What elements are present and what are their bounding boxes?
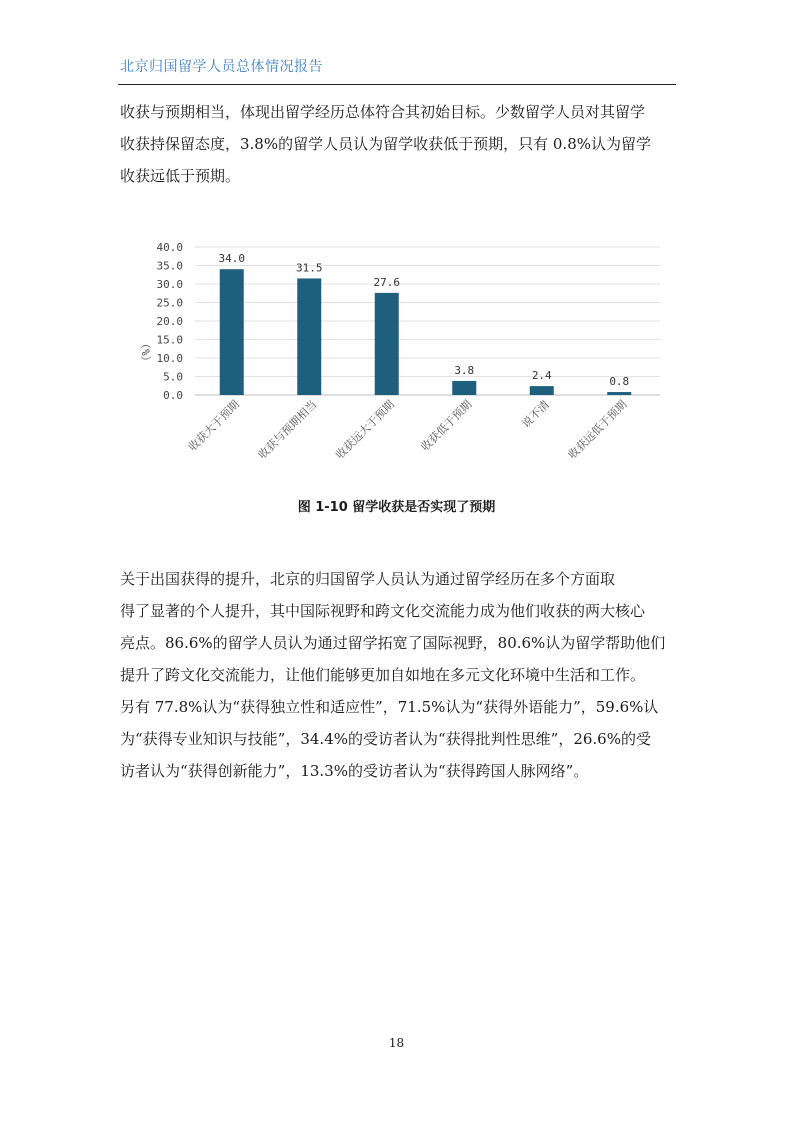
y-tick-label: 30.0 <box>156 278 183 291</box>
category-label: 收获与预期相当 <box>255 397 320 462</box>
y-tick-label: 25.0 <box>156 296 183 310</box>
y-tick-label: 5.0 <box>163 370 183 384</box>
chart-data-labels <box>219 252 630 388</box>
y-tick-label: 15.0 <box>156 333 183 347</box>
data-label: 27.6 <box>373 275 400 289</box>
y-tick-label: 10.0 <box>156 352 183 365</box>
paragraph-line: 亮点。86.6%的留学人员认为通过留学拓宽了国际视野，80.6%认为留学帮助他们 <box>120 634 666 652</box>
bar <box>530 386 554 395</box>
data-label: 31.5 <box>296 261 323 275</box>
bar-chart <box>120 230 680 490</box>
paragraph-line: 收获持保留态度，3.8%的留学人员认为留学收获低于预期，只有 0.8%认为留学 <box>120 135 651 153</box>
y-tick-label: 20.0 <box>156 315 183 328</box>
data-label: 2.4 <box>531 369 552 383</box>
paragraph-line: 访者认为“获得创新能力”，13.3%的受访者认为“获得跨国人脉网络”。 <box>120 762 589 780</box>
paragraph-line: 另有 77.8%认为“获得独立性和适应性”，71.5%认为“获得外语能力”，59.6%认 <box>120 698 659 716</box>
paragraph-line: 得了显著的个人提升，其中国际视野和跨文化交流能力成为他们收获的两大核心 <box>120 602 646 620</box>
paragraph-line: 收获与预期相当，体现出留学经历总体符合其初始目标。少数留学人员对其留学 <box>120 103 646 121</box>
chart-gridlines <box>195 247 660 395</box>
data-label: 3.8 <box>454 363 475 377</box>
category-label: 收获远低于预期 <box>565 397 630 462</box>
page-number: 18 <box>388 1036 405 1050</box>
data-label: 34.0 <box>218 252 245 266</box>
paragraph-line: 收获远低于预期。 <box>120 167 241 185</box>
paragraph-top <box>120 96 675 192</box>
bar <box>375 293 399 395</box>
paragraph-bottom <box>120 563 675 787</box>
category-label: 收获低于预期 <box>418 397 475 454</box>
figure-caption: 图 1-10 留学收获是否实现了预期 <box>297 500 496 515</box>
category-label: 收获大于预期 <box>186 397 242 454</box>
paragraph-line: 提升了跨文化交流能力，让他们能够更加自如地在多元文化环境中生活和工作。 <box>120 666 646 684</box>
y-tick-label: 35.0 <box>156 259 183 273</box>
category-label: 说不清 <box>519 397 552 431</box>
header-divider <box>118 84 676 85</box>
chart-y-ticks <box>157 241 184 402</box>
running-header: 北京归国留学人员总体情况报告 <box>120 59 323 75</box>
bar <box>297 278 321 395</box>
bar <box>452 381 476 395</box>
chart-category-labels <box>185 397 629 461</box>
paragraph-line: 为“获得专业知识与技能”，34.4%的受访者认为“获得批判性思维”，26.6%的受 <box>120 730 651 748</box>
data-label: 0.8 <box>609 375 630 389</box>
paragraph-line: 关于出国获得的提升，北京的归国留学人员认为通过留学经历在多个方面取 <box>120 570 616 588</box>
category-label: 收获远大于预期 <box>333 397 397 462</box>
y-tick-label: 40.0 <box>156 241 183 254</box>
y-tick-label: 0.0 <box>163 389 183 402</box>
bar <box>220 269 244 395</box>
bar <box>607 392 631 395</box>
y-axis-label: （%） <box>139 338 152 367</box>
